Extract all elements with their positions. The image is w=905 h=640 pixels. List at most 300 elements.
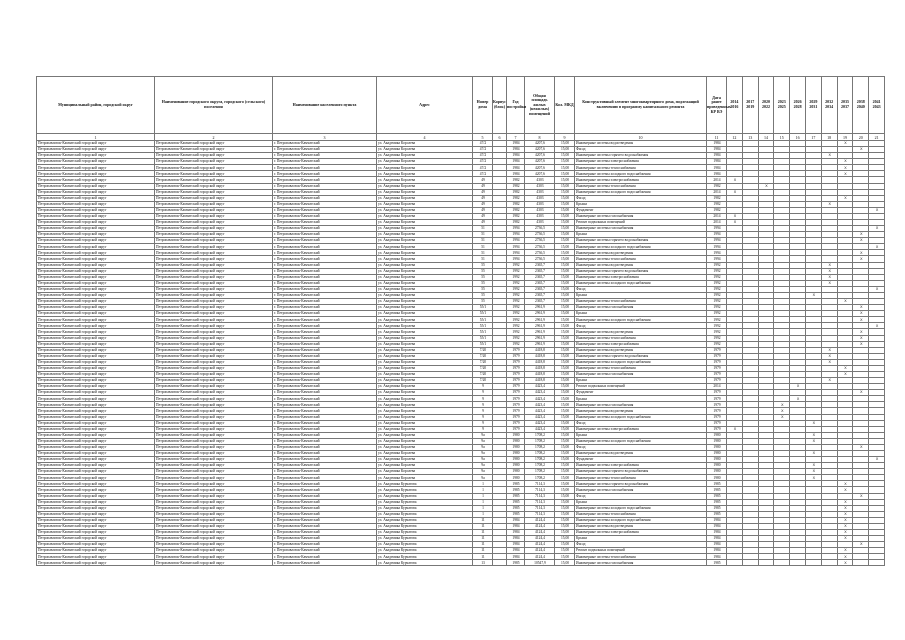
address-cell: ул. Академика Королева [377,292,473,298]
column-number: 8 [525,134,555,141]
settlement-cell: Петропавловск-Камчатский городской округ [155,536,273,542]
district-cell: Петропавловск-Камчатский городской округ [37,244,155,250]
structural-element-cell: Ремонт подвальных помещений [575,548,707,554]
address-cell: ул. Академика Королева [377,262,473,268]
settlement-cell: Петропавловск-Камчатский городской округ [155,274,273,280]
column-number: 7 [507,134,525,141]
area-cell: 4207,6 [525,153,555,159]
build-year-cell: 1985 [507,511,525,517]
build-year-cell: 1992 [507,286,525,292]
district-cell: Петропавловск-Камчатский городской округ [37,426,155,432]
locality-cell: г. Петропавловск-Камчатский [273,341,377,347]
block-cell [493,560,507,566]
area-cell: 2365,7 [525,274,555,280]
area-cell: 7114,3 [525,505,555,511]
house-number-cell: 9 [473,390,493,396]
previous-repair-cell: 1992 [707,268,727,274]
locality-cell: г. Петропавловск-Камчатский [273,220,377,226]
settlement-cell: Петропавловск-Камчатский городской округ [155,450,273,456]
build-year-cell: 1980 [507,432,525,438]
house-number-cell: 11 [473,517,493,523]
period-cell: X [821,274,837,280]
house-number-cell: 1 [473,487,493,493]
area-cell: 4303 [525,201,555,207]
mkd-count-cell: 15,00 [555,457,575,463]
house-number-cell: 49 [473,195,493,201]
address-cell: ул. Академика Королева [377,147,473,153]
period-cell: X [837,511,853,517]
settlement-cell: Петропавловск-Камчатский городской округ [155,189,273,195]
build-year-cell: 1985 [507,499,525,505]
area-cell: 2736,5 [525,226,555,232]
period-cell: X [853,232,869,238]
locality-cell: г. Петропавловск-Камчатский [273,335,377,341]
address-cell: ул. Академика Королева [377,353,473,359]
area-cell: 1708,2 [525,463,555,469]
address-cell: ул. Академика Курчатова [377,505,473,511]
settlement-cell: Петропавловск-Камчатский городской округ [155,329,273,335]
locality-cell: г. Петропавловск-Камчатский [273,329,377,335]
address-cell: ул. Академика Курчатова [377,536,473,542]
structural-element-cell: Инженерные системы электроснабжения [575,274,707,280]
settlement-cell: Петропавловск-Камчатский городской округ [155,359,273,365]
build-year-cell: 1979 [507,402,525,408]
period-cell: X [837,554,853,560]
area-cell: 4418,8 [525,378,555,384]
house-number-cell: 55/1 [473,329,493,335]
settlement-cell: Петропавловск-Камчатский городской округ [155,499,273,505]
area-cell: 4124,4 [525,536,555,542]
period-cell: X [774,402,790,408]
settlement-cell: Петропавловск-Камчатский городской округ [155,365,273,371]
previous-repair-cell: 1984 [707,153,727,159]
address-cell: ул. Академика Королева [377,457,473,463]
district-cell: Петропавловск-Камчатский городской округ [37,457,155,463]
mkd-count-cell: 15,00 [555,220,575,226]
address-cell: ул. Академика Королева [377,371,473,377]
build-year-cell: 1994 [507,250,525,256]
area-cell: 2365,7 [525,299,555,305]
area-cell: 4423,4 [525,384,555,390]
mkd-count-cell: 15,00 [555,384,575,390]
area-cell: 1708,2 [525,444,555,450]
build-year-cell: 1979 [507,384,525,390]
column-header: Наименование городского округа, городского (сельского) поселения [155,77,273,134]
structural-element-cell: Фундамент [575,207,707,213]
settlement-cell: Петропавловск-Камчатский городской округ [155,408,273,414]
previous-repair-cell: 1979 [707,420,727,426]
column-header: 2023 2025 [774,77,790,134]
area-cell: 4423,4 [525,396,555,402]
area-cell: 1708,2 [525,475,555,481]
mkd-count-cell: 15,00 [555,554,575,560]
table-body [37,141,885,566]
build-year-cell: 1984 [507,530,525,536]
column-header: Адрес [377,77,473,134]
house-number-cell: 7/20 [473,347,493,353]
column-number: 19 [837,134,853,141]
locality-cell: г. Петропавловск-Камчатский [273,286,377,292]
column-header: Корпус (блок) [493,77,507,134]
previous-repair-cell: 2014 [707,213,727,219]
area-cell: 1708,2 [525,457,555,463]
period-cell: X [837,371,853,377]
table-header [37,77,885,141]
house-number-cell: 9а [473,438,493,444]
settlement-cell: Петропавловск-Камчатский городской округ [155,390,273,396]
settlement-cell: Петропавловск-Камчатский городской округ [155,560,273,566]
mkd-count-cell: 15,00 [555,244,575,250]
settlement-cell: Петропавловск-Камчатский городской округ [155,432,273,438]
locality-cell: г. Петропавловск-Камчатский [273,353,377,359]
structural-element-cell: Инженерные системы водоотведения [575,523,707,529]
previous-repair-cell: 1980 [707,463,727,469]
address-cell: ул. Академика Курчатова [377,530,473,536]
mkd-count-cell: 15,00 [555,469,575,475]
previous-repair-cell: 1984 [707,523,727,529]
mkd-count-cell: 15,00 [555,274,575,280]
area-cell: 2365,7 [525,280,555,286]
address-cell: ул. Академика Королева [377,347,473,353]
settlement-cell: Петропавловск-Камчатский городской округ [155,426,273,432]
address-cell: ул. Академика Королева [377,268,473,274]
house-number-cell: 9а [473,457,493,463]
structural-element-cell: Крыша [575,536,707,542]
locality-cell: г. Петропавловск-Камчатский [273,201,377,207]
address-cell: ул. Академика Королева [377,274,473,280]
period-cell [742,560,758,566]
address-cell: ул. Академика Королева [377,195,473,201]
mkd-count-cell: 15,00 [555,396,575,402]
period-cell: X [727,220,743,226]
address-cell: ул. Академика Королева [377,238,473,244]
locality-cell: г. Петропавловск-Камчатский [273,189,377,195]
house-number-cell: 47/2 [473,171,493,177]
previous-repair-cell: 1992 [707,262,727,268]
settlement-cell: Петропавловск-Камчатский городской округ [155,292,273,298]
locality-cell: г. Петропавловск-Камчатский [273,396,377,402]
area-cell: 4124,4 [525,530,555,536]
build-year-cell: 1982 [507,220,525,226]
previous-repair-cell: 1979 [707,396,727,402]
area-cell: 4207,6 [525,159,555,165]
district-cell: Петропавловск-Камчатский городской округ [37,511,155,517]
mkd-count-cell: 15,00 [555,505,575,511]
previous-repair-cell: 1992 [707,292,727,298]
district-cell: Петропавловск-Камчатский городской округ [37,560,155,566]
address-cell: ул. Академика Королева [377,201,473,207]
mkd-count-cell: 15,00 [555,444,575,450]
build-year-cell: 1982 [507,177,525,183]
area-cell: 4124,4 [525,548,555,554]
district-cell: Петропавловск-Камчатский городской округ [37,268,155,274]
district-cell: Петропавловск-Камчатский городской округ [37,323,155,329]
period-cell: X [837,299,853,305]
mkd-count-cell: 15,00 [555,499,575,505]
district-cell: Петропавловск-Камчатский городской округ [37,548,155,554]
previous-repair-cell: 1985 [707,511,727,517]
locality-cell: г. Петропавловск-Камчатский [273,159,377,165]
settlement-cell: Петропавловск-Камчатский городской округ [155,171,273,177]
structural-element-cell: Фасад [575,195,707,201]
structural-element-cell: Инженерные системы газоснабжения [575,402,707,408]
previous-repair-cell: 1982 [707,195,727,201]
build-year-cell: 1992 [507,292,525,298]
address-cell: ул. Академика Королева [377,323,473,329]
address-cell: ул. Академика Королева [377,244,473,250]
address-cell: ул. Академика Королева [377,220,473,226]
period-cell: X [805,450,821,456]
area-cell: 4207,6 [525,171,555,177]
address-cell: ул. Академика Королева [377,335,473,341]
build-year-cell: 1984 [507,523,525,529]
area-cell: 2961,9 [525,329,555,335]
column-header: Конструктивный элемент многоквартирного дома, подлежащий включению в программу капитального ремонта [575,77,707,134]
house-number-cell: 55/1 [473,317,493,323]
column-header: Муниципальный район, городской округ [37,77,155,134]
period-cell [869,560,885,566]
period-cell: X [853,341,869,347]
area-cell: 1708,2 [525,432,555,438]
locality-cell: г. Петропавловск-Камчатский [273,238,377,244]
settlement-cell: Петропавловск-Камчатский городской округ [155,311,273,317]
locality-cell: г. Петропавловск-Камчатский [273,317,377,323]
structural-element-cell: Инженерные системы горячего водоснабжения [575,268,707,274]
address-cell: ул. Академика Королева [377,226,473,232]
settlement-cell: Петропавловск-Камчатский городской округ [155,165,273,171]
address-cell: ул. Академика Курчатова [377,560,473,566]
period-cell: X [727,177,743,183]
mkd-count-cell: 15,00 [555,548,575,554]
period-cell: X [758,183,774,189]
district-cell: Петропавловск-Камчатский городской округ [37,207,155,213]
build-year-cell: 1984 [507,536,525,542]
mkd-count-cell: 15,00 [555,426,575,432]
house-number-cell: 55 [473,274,493,280]
previous-repair-cell: 1982 [707,201,727,207]
column-header: 2017 2019 [742,77,758,134]
district-cell: Петропавловск-Камчатский городской округ [37,499,155,505]
period-cell: X [853,256,869,262]
previous-repair-cell: 1982 [707,183,727,189]
district-cell: Петропавловск-Камчатский городской округ [37,432,155,438]
locality-cell: г. Петропавловск-Камчатский [273,493,377,499]
settlement-cell: Петропавловск-Камчатский городской округ [155,262,273,268]
mkd-count-cell: 15,00 [555,463,575,469]
mkd-count-cell: 15,00 [555,183,575,189]
previous-repair-cell: 1979 [707,371,727,377]
build-year-cell: 1985 [507,493,525,499]
build-year-cell: 1980 [507,475,525,481]
district-cell: Петропавловск-Камчатский городской округ [37,542,155,548]
district-cell: Петропавловск-Камчатский городской округ [37,378,155,384]
area-cell: 4303 [525,213,555,219]
address-cell: ул. Академика Королева [377,390,473,396]
build-year-cell: 1979 [507,426,525,432]
district-cell: Петропавловск-Камчатский городской округ [37,238,155,244]
area-cell: 2736,5 [525,256,555,262]
column-number: 18 [821,134,837,141]
house-number-cell: 47/2 [473,165,493,171]
build-year-cell: 1994 [507,256,525,262]
structural-element-cell: Инженерные системы водоотведения [575,250,707,256]
locality-cell: г. Петропавловск-Камчатский [273,384,377,390]
address-cell: ул. Академика Королева [377,177,473,183]
previous-repair-cell: 1980 [707,469,727,475]
mkd-count-cell: 15,00 [555,159,575,165]
district-cell: Петропавловск-Камчатский городской округ [37,159,155,165]
structural-element-cell: Инженерные системы газоснабжения [575,226,707,232]
district-cell: Петропавловск-Камчатский городской округ [37,341,155,347]
house-number-cell: 47/2 [473,159,493,165]
previous-repair-cell: 1979 [707,359,727,365]
column-header: 2029 2031 [805,77,821,134]
district-cell: Петропавловск-Камчатский городской округ [37,365,155,371]
district-cell: Петропавловск-Камчатский городской округ [37,329,155,335]
area-cell: 4423,4 [525,420,555,426]
area-cell: 2365,7 [525,268,555,274]
district-cell: Петропавловск-Камчатский городской округ [37,536,155,542]
structural-element-cell: Инженерные системы теплоснабжения [575,256,707,262]
house-number-cell: 47/2 [473,141,493,147]
period-cell [774,560,790,566]
build-year-cell: 1992 [507,274,525,280]
locality-cell: г. Петропавловск-Камчатский [273,432,377,438]
house-number-cell: 1 [473,481,493,487]
structural-element-cell: Крыша [575,432,707,438]
column-number: 13 [742,134,758,141]
structural-element-cell: Инженерные системы газоснабжения [575,305,707,311]
settlement-cell: Петропавловск-Камчатский городской округ [155,244,273,250]
build-year-cell: 1984 [507,542,525,548]
period-cell: X [869,286,885,292]
build-year-cell: 1994 [507,238,525,244]
settlement-cell: Петропавловск-Камчатский городской округ [155,341,273,347]
locality-cell: г. Петропавловск-Камчатский [273,560,377,566]
structural-element-cell: Крыша [575,396,707,402]
period-cell: X [821,262,837,268]
house-number-cell: 7/20 [473,378,493,384]
locality-cell: г. Петропавловск-Камчатский [273,244,377,250]
locality-cell: г. Петропавловск-Камчатский [273,153,377,159]
settlement-cell: Петропавловск-Камчатский городской округ [155,183,273,189]
previous-repair-cell: 1992 [707,274,727,280]
district-cell: Петропавловск-Камчатский городской округ [37,554,155,560]
structural-element-cell: Инженерные системы электроснабжения [575,341,707,347]
previous-repair-cell: 1980 [707,450,727,456]
address-cell: ул. Академика Королева [377,475,473,481]
settlement-cell: Петропавловск-Камчатский городской округ [155,250,273,256]
address-cell: ул. Академика Королева [377,359,473,365]
structural-element-cell: Фасад [575,444,707,450]
build-year-cell: 1979 [507,347,525,353]
previous-repair-cell: 1985 [707,560,727,566]
locality-cell: г. Петропавловск-Камчатский [273,365,377,371]
house-number-cell: 1 [473,511,493,517]
address-cell: ул. Академика Курчатова [377,517,473,523]
settlement-cell: Петропавловск-Камчатский городской округ [155,153,273,159]
structural-element-cell: Фасад [575,286,707,292]
build-year-cell: 1994 [507,232,525,238]
district-cell: Петропавловск-Камчатский городской округ [37,317,155,323]
house-number-cell: 55/1 [473,311,493,317]
address-cell: ул. Академика Курчатова [377,511,473,517]
mkd-count-cell: 15,00 [555,286,575,292]
settlement-cell: Петропавловск-Камчатский городской округ [155,438,273,444]
column-number: 5 [473,134,493,141]
locality-cell: г. Петропавловск-Камчатский [273,450,377,456]
column-header: Наименование населенного пункта [273,77,377,134]
previous-repair-cell: 1984 [707,548,727,554]
house-number-cell: 55/1 [473,305,493,311]
column-number: 10 [575,134,707,141]
locality-cell: г. Петропавловск-Камчатский [273,523,377,529]
district-cell: Петропавловск-Камчатский городской округ [37,390,155,396]
area-cell: 4303 [525,183,555,189]
locality-cell: г. Петропавловск-Камчатский [273,323,377,329]
locality-cell: г. Петропавловск-Камчатский [273,256,377,262]
structural-element-cell: Инженерные системы горячего водоснабжения [575,481,707,487]
address-cell: ул. Академика Королева [377,378,473,384]
mkd-count-cell: 15,00 [555,323,575,329]
locality-cell: г. Петропавловск-Камчатский [273,171,377,177]
column-number: 6 [493,134,507,141]
district-cell: Петропавловск-Камчатский городской округ [37,274,155,280]
district-cell: Петропавловск-Камчатский городской округ [37,396,155,402]
build-year-cell: 1980 [507,469,525,475]
period-cell: X [790,384,806,390]
structural-element-cell: Инженерные системы газоснабжения [575,487,707,493]
structural-element-cell: Инженерные системы горячего водоснабжения [575,353,707,359]
mkd-count-cell: 15,00 [555,238,575,244]
address-cell: ул. Академика Курчатова [377,499,473,505]
previous-repair-cell: 1992 [707,335,727,341]
structural-element-cell: Инженерные системы теплоснабжения [575,511,707,517]
locality-cell: г. Петропавловск-Камчатский [273,426,377,432]
column-number: 16 [790,134,806,141]
mkd-count-cell: 15,00 [555,189,575,195]
settlement-cell: Петропавловск-Камчатский городской округ [155,305,273,311]
build-year-cell: 1979 [507,371,525,377]
settlement-cell: Петропавловск-Камчатский городской округ [155,141,273,147]
previous-repair-cell: 1992 [707,317,727,323]
address-cell: ул. Академика Королева [377,141,473,147]
address-cell: ул. Академика Королева [377,299,473,305]
locality-cell: г. Петропавловск-Камчатский [273,438,377,444]
house-number-cell: 11 [473,542,493,548]
previous-repair-cell: 1985 [707,499,727,505]
address-cell: ул. Академика Курчатова [377,523,473,529]
mkd-count-cell: 15,00 [555,536,575,542]
district-cell: Петропавловск-Камчатский городской округ [37,147,155,153]
district-cell: Петропавловск-Камчатский городской округ [37,183,155,189]
settlement-cell: Петропавловск-Камчатский городской округ [155,347,273,353]
column-header: 2026 2028 [790,77,806,134]
column-number: 20 [853,134,869,141]
area-cell: 2365,7 [525,262,555,268]
period-cell: X [869,244,885,250]
previous-repair-cell: 1984 [707,530,727,536]
settlement-cell: Петропавловск-Камчатский городской округ [155,414,273,420]
period-cell: X [853,542,869,548]
period-cell: X [853,147,869,153]
build-year-cell: 1984 [507,554,525,560]
previous-repair-cell: 1984 [707,171,727,177]
period-cell: X [837,523,853,529]
previous-repair-cell: 1979 [707,365,727,371]
area-cell: 4207,6 [525,165,555,171]
area-cell: 4207,6 [525,141,555,147]
